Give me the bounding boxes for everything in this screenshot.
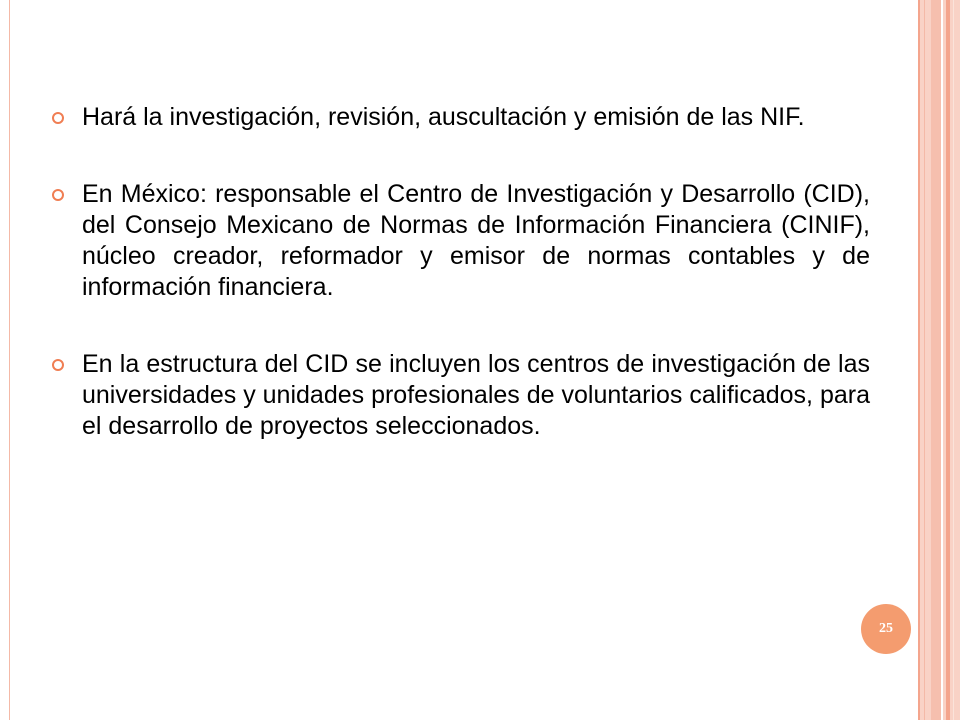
bullet-list bbox=[52, 102, 870, 488]
decorative-stripe bbox=[931, 0, 941, 720]
decorative-stripe bbox=[946, 0, 950, 720]
left-border-line bbox=[9, 0, 10, 720]
decorative-stripe bbox=[941, 0, 943, 720]
ring-bullet-icon bbox=[52, 359, 64, 371]
bullet-item-2 bbox=[52, 179, 870, 303]
ring-bullet-icon bbox=[52, 189, 64, 201]
bullet-text: En México: responsable el Centro de Investigación y Desarrollo (CID), del Consejo Mexicano de Normas de Información Financiera (CINIF), núcleo creador, reformador y emisor de normas contables y de información financiera. bbox=[82, 180, 870, 301]
bullet-item-3 bbox=[52, 349, 870, 442]
ring-bullet-icon bbox=[52, 112, 64, 124]
decorative-stripe bbox=[953, 0, 954, 720]
page-number-badge: 25 bbox=[861, 604, 911, 654]
bullet-text: En la estructura del CID se incluyen los centros de investigación de las universidades y unidades profesionales de voluntarios calificados, para el desarrollo de proyectos seleccionados. bbox=[82, 350, 870, 440]
bullet-text: Hará la investigación, revisión, auscultación y emisión de las NIF. bbox=[82, 103, 805, 131]
bullet-item-1 bbox=[52, 102, 870, 133]
decorative-stripe bbox=[924, 0, 925, 720]
decorative-stripe bbox=[918, 0, 920, 720]
